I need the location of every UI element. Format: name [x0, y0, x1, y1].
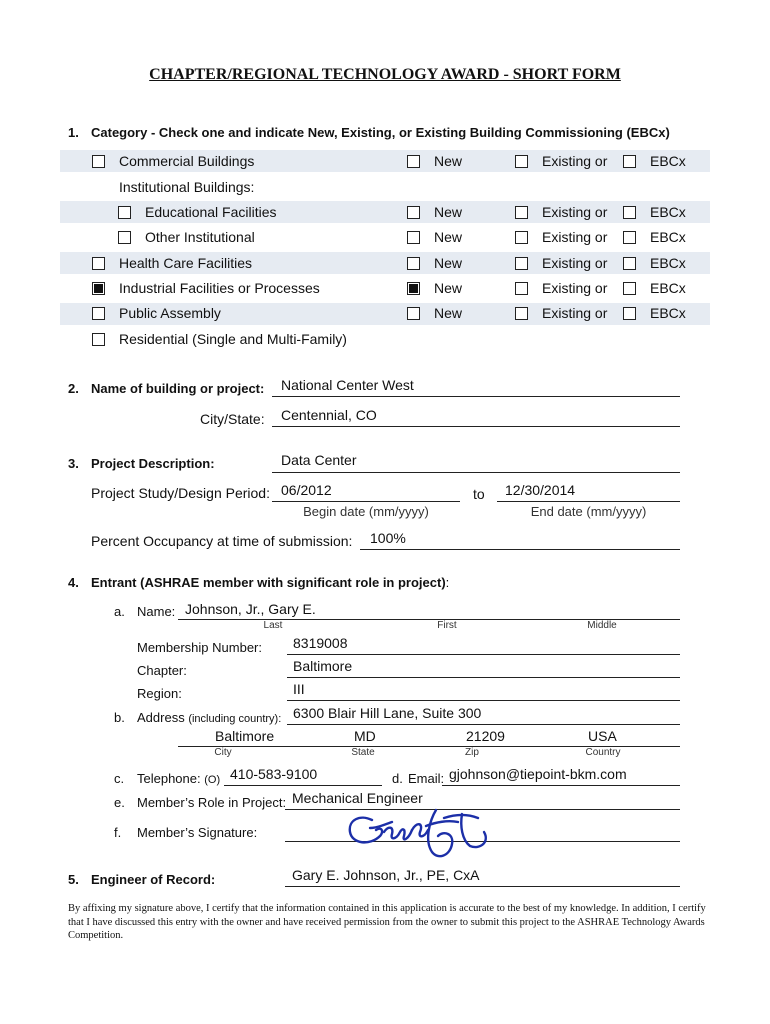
industrial-ebcx-checkbox[interactable] [623, 282, 636, 295]
institutional-label: Institutional Buildings: [119, 179, 255, 195]
entrant-heading [91, 575, 449, 590]
new-label: New [434, 255, 463, 271]
item-d: d. [392, 771, 403, 786]
ebcx-label: EBCx [650, 280, 686, 296]
membership-line [287, 654, 680, 655]
category-label: Industrial Facilities or Processes [119, 280, 320, 296]
commercial-new-checkbox[interactable] [407, 155, 420, 168]
ebcx-label: EBCx [650, 255, 686, 271]
project-name-value[interactable]: National Center West [281, 377, 414, 393]
end-date-value[interactable]: 12/30/2014 [505, 482, 576, 498]
chapter-line [287, 677, 680, 678]
public-assembly-new-checkbox[interactable] [407, 307, 420, 320]
country-value[interactable]: USA [588, 728, 617, 744]
category-label: Residential (Single and Multi-Family) [119, 331, 347, 347]
end-date-line [497, 501, 680, 502]
address-value[interactable]: 6300 Blair Hill Lane, Suite 300 [293, 705, 482, 721]
address-label-text: Address [137, 710, 185, 725]
educational-existing-checkbox[interactable] [515, 206, 528, 219]
chapter-label: Chapter: [137, 663, 187, 678]
existing-label: Existing or [542, 280, 608, 296]
industrial-existing-checkbox[interactable] [515, 282, 528, 295]
section3-number: 3. [68, 456, 79, 471]
engineer-line [285, 886, 680, 887]
address-label [137, 710, 281, 725]
signature-label: Member’s Signature: [137, 825, 258, 840]
other-institutional-ebcx-checkbox[interactable] [623, 231, 636, 244]
new-label: New [434, 305, 463, 321]
entrant-heading-colon: : [445, 575, 450, 590]
category-label: Other Institutional [145, 229, 255, 245]
new-label: New [434, 204, 463, 220]
begin-date-caption: Begin date (mm/yyyy) [303, 504, 429, 519]
middle-caption: Middle [587, 620, 617, 631]
design-period-label: Project Study/Design Period: [91, 485, 270, 501]
item-e: e. [114, 795, 125, 810]
category-label: Educational Facilities [145, 204, 277, 220]
industrial-new-checkbox[interactable] [407, 282, 420, 295]
email-label: Email: [408, 771, 445, 786]
certification-text: By affixing my signature above, I certify that the information contained in this application is accurate to the best of my knowledge. In addition, I certify that I have discussed this entry with the owner and have received permission from the owner to submit this project to the ASHRAE Technology Awards Competition. [68, 903, 706, 941]
existing-label: Existing or [542, 229, 608, 245]
new-label: New [434, 280, 463, 296]
commercial-ebcx-checkbox[interactable] [623, 155, 636, 168]
project-description-label: Project Description: [91, 456, 215, 471]
signature-image [340, 800, 500, 862]
industrial-checkbox[interactable] [92, 282, 105, 295]
category-label: Public Assembly [119, 305, 221, 321]
project-name-label: Name of building or project: [91, 381, 265, 396]
section1-heading: Category - Check one and indicate New, Existing, or Existing Building Commissioning (EBCx) [91, 125, 670, 140]
region-line [287, 700, 680, 701]
item-f: f. [114, 825, 122, 840]
membership-value[interactable]: 8319008 [293, 635, 348, 651]
health-care-ebcx-checkbox[interactable] [623, 257, 636, 270]
form-title: CHAPTER/REGIONAL TECHNOLOGY AWARD - SHORT FORM [149, 66, 621, 83]
item-a: a. [114, 604, 125, 619]
existing-label: Existing or [542, 305, 608, 321]
name-value[interactable]: Johnson, Jr., Gary E. [185, 601, 316, 617]
role-label: Member’s Role in Project: [137, 795, 287, 810]
residential-checkbox[interactable] [92, 333, 105, 346]
other-institutional-checkbox[interactable] [118, 231, 131, 244]
state-value[interactable]: MD [354, 728, 376, 744]
item-c: c. [114, 771, 125, 786]
telephone-note: (O) [204, 774, 221, 786]
city-state-line [272, 426, 680, 427]
category-label: Commercial Buildings [119, 153, 255, 169]
engineer-label: Engineer of Record: [91, 872, 216, 887]
ebcx-label: EBCx [650, 305, 686, 321]
end-date-caption: End date (mm/yyyy) [530, 504, 647, 519]
city-caption: City [214, 747, 232, 758]
public-assembly-existing-checkbox[interactable] [515, 307, 528, 320]
occupancy-line [360, 549, 680, 550]
country-caption: Country [585, 747, 621, 758]
health-care-new-checkbox[interactable] [407, 257, 420, 270]
begin-date-line [272, 501, 460, 502]
educational-new-checkbox[interactable] [407, 206, 420, 219]
project-name-line [272, 396, 680, 397]
other-institutional-existing-checkbox[interactable] [515, 231, 528, 244]
state-caption: State [351, 747, 375, 758]
begin-date-value[interactable]: 06/2012 [281, 482, 332, 498]
role-value[interactable]: Mechanical Engineer [292, 790, 423, 806]
project-description-line [272, 472, 680, 473]
existing-label: Existing or [542, 153, 608, 169]
first-caption: First [437, 620, 457, 631]
public-assembly-ebcx-checkbox[interactable] [623, 307, 636, 320]
project-description-value[interactable]: Data Center [281, 452, 357, 468]
address-note: (including country): [188, 713, 282, 725]
to-label: to [473, 486, 485, 502]
section1-number: 1. [68, 125, 79, 140]
section2-number: 2. [68, 381, 79, 396]
educational-checkbox[interactable] [118, 206, 131, 219]
region-label: Region: [137, 686, 182, 701]
telephone-label-text: Telephone: [137, 771, 201, 786]
new-label: New [434, 153, 463, 169]
commercial-existing-checkbox[interactable] [515, 155, 528, 168]
educational-ebcx-checkbox[interactable] [623, 206, 636, 219]
item-b: b. [114, 710, 125, 725]
city-state-value[interactable]: Centennial, CO [281, 407, 377, 423]
address-line [287, 724, 680, 725]
entrant-heading-text: Entrant (ASHRAE member with significant role in project) [91, 575, 446, 590]
category-label: Health Care Facilities [119, 255, 253, 271]
commercial-checkbox[interactable] [92, 155, 105, 168]
public-assembly-checkbox[interactable] [92, 307, 105, 320]
ebcx-label: EBCx [650, 153, 686, 169]
name-label: Name: [137, 604, 176, 619]
occupancy-value[interactable]: 100% [370, 530, 406, 546]
telephone-label [137, 771, 220, 786]
zip-caption: Zip [465, 747, 479, 758]
engineer-value[interactable]: Gary E. Johnson, Jr., PE, CxA [292, 867, 480, 883]
city-value[interactable]: Baltimore [215, 728, 275, 744]
region-value[interactable]: III [293, 681, 305, 697]
section5-number: 5. [68, 872, 79, 887]
email-line [442, 785, 680, 786]
health-care-checkbox[interactable] [92, 257, 105, 270]
telephone-value[interactable]: 410-583-9100 [230, 766, 318, 782]
membership-label: Membership Number: [137, 640, 262, 655]
other-institutional-new-checkbox[interactable] [407, 231, 420, 244]
existing-label: Existing or [542, 204, 608, 220]
city-state-label: City/State: [200, 411, 265, 427]
last-caption: Last [263, 620, 283, 631]
ebcx-label: EBCx [650, 229, 686, 245]
telephone-line [224, 785, 382, 786]
section4-number: 4. [68, 575, 79, 590]
new-label: New [434, 229, 463, 245]
health-care-existing-checkbox[interactable] [515, 257, 528, 270]
zip-value[interactable]: 21209 [466, 728, 505, 744]
email-value[interactable]: gjohnson@tiepoint-bkm.com [449, 766, 627, 782]
ebcx-label: EBCx [650, 204, 686, 220]
chapter-value[interactable]: Baltimore [293, 658, 353, 674]
occupancy-label: Percent Occupancy at time of submission: [91, 533, 353, 549]
existing-label: Existing or [542, 255, 608, 271]
